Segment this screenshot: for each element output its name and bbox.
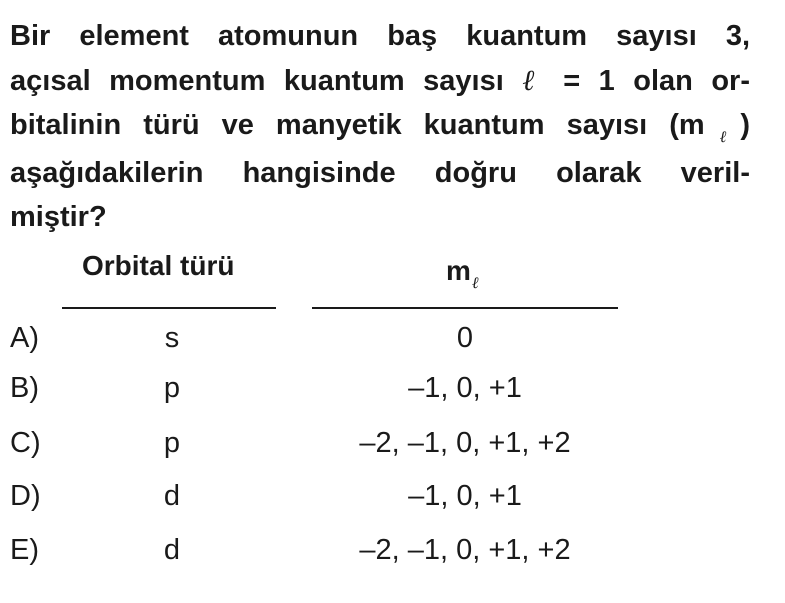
option-ml-values: –1, 0, +1 [408, 480, 522, 512]
header-rule-orbital [62, 307, 276, 309]
option-orbital: p [163, 372, 181, 404]
option-ml-values: –2, –1, 0, +1, +2 [359, 427, 571, 459]
option-ml-values: –1, 0, +1 [408, 372, 522, 404]
ell-symbol: ℓ [522, 63, 545, 97]
option-ml-values: –2, –1, 0, +1, +2 [359, 534, 571, 566]
option-row-e[interactable] [0, 534, 785, 574]
option-row-d[interactable] [0, 480, 785, 520]
question-line-2-start: açısal momentum kuantum sayısı [10, 65, 523, 97]
option-ml-values: 0 [456, 322, 474, 354]
option-row-a[interactable] [0, 322, 785, 362]
option-orbital: d [163, 480, 181, 512]
option-letter: A) [10, 322, 39, 354]
question-text [10, 14, 750, 239]
option-orbital: s [164, 322, 180, 354]
question-line-2 [10, 58, 750, 103]
question-line-1: Bir element atomunun baş kuantum sayısı 3, [10, 20, 750, 52]
header-ell-subscript: ℓ [471, 273, 479, 292]
ell-subscript: ℓ [705, 127, 741, 146]
question-line-5: miştir? [10, 201, 107, 233]
option-letter: C) [10, 427, 41, 459]
question-line-3 [10, 103, 750, 151]
question-line-2-end: = 1 olan or- [544, 65, 750, 97]
option-row-b[interactable] [0, 372, 785, 412]
header-m: m [446, 255, 471, 286]
option-letter: E) [10, 534, 39, 566]
option-letter: D) [10, 480, 41, 512]
option-letter: B) [10, 372, 39, 404]
question-line-3-start: bitalinin türü ve manyetik kuantum sayısı (m [10, 109, 705, 141]
header-magnetic-quantum-number [446, 255, 479, 292]
option-row-c[interactable] [0, 427, 785, 467]
header-rule-ml [312, 307, 618, 309]
option-orbital: p [163, 427, 181, 459]
question-line-3-end: ) [740, 109, 750, 141]
option-orbital: d [163, 534, 181, 566]
question-line-4: aşağıdakilerin hangisinde doğru olarak veril- [10, 157, 750, 189]
header-orbital-type: Orbital türü [82, 250, 235, 281]
